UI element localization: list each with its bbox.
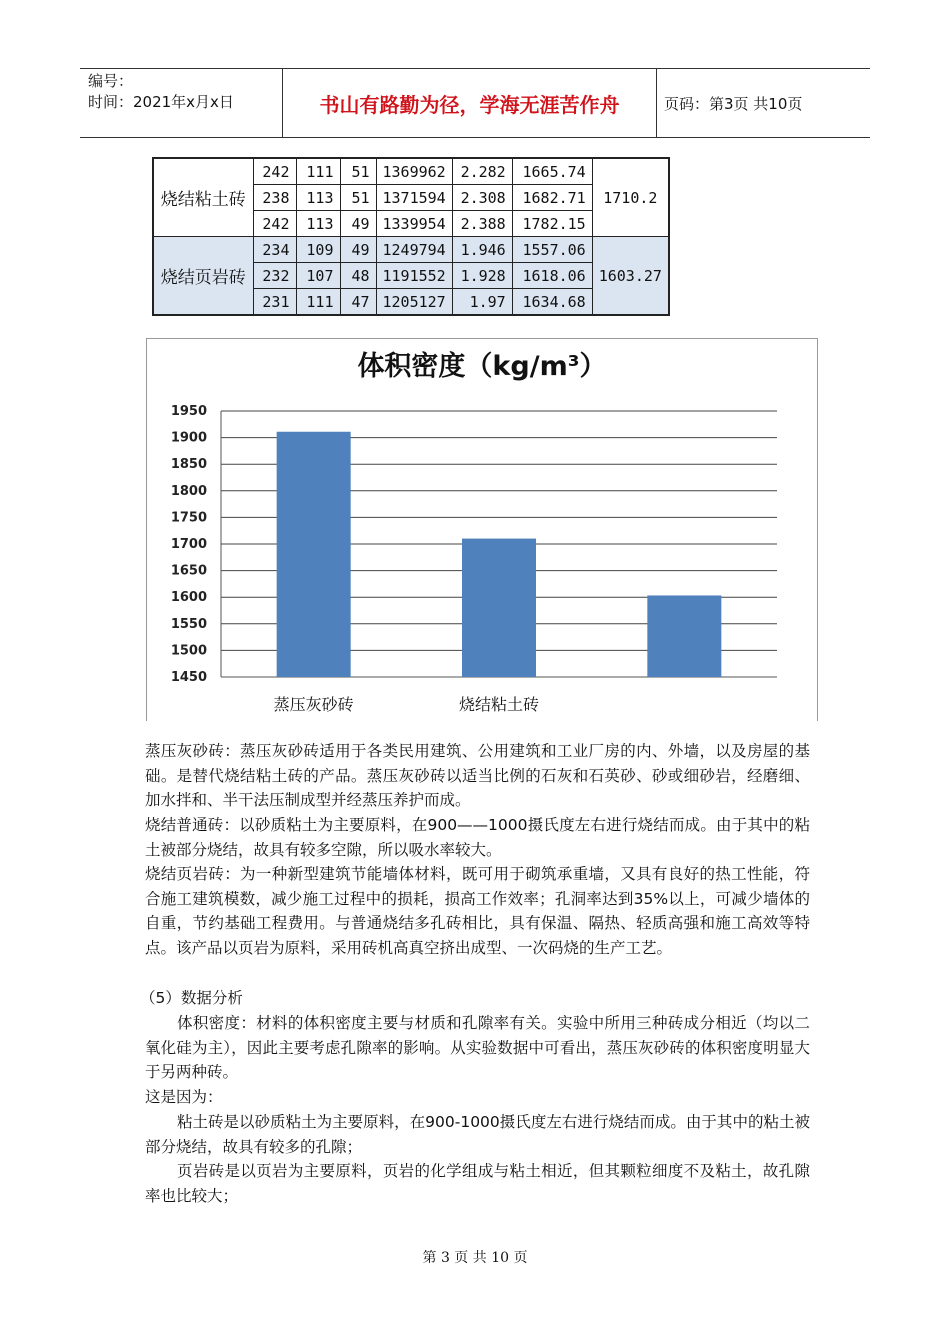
table-cell: 1682.71 — [512, 185, 592, 211]
table-cell: 1618.06 — [512, 263, 592, 289]
density-chart-svg — [147, 339, 817, 721]
table-cell: 47 — [340, 289, 376, 316]
table-row — [153, 158, 669, 185]
table-cell: 238 — [253, 185, 296, 211]
y-tick-label: 1800 — [170, 483, 207, 499]
y-tick-label: 1600 — [170, 590, 207, 606]
header-meta — [88, 71, 278, 113]
y-tick-label: 1750 — [170, 510, 207, 526]
paragraph-shale-brick-reason: 页岩砖是以页岩为主要原料，页岩的化学组成与粘土相近，但其颗粒细度不及粘土，故孔隙率也比较大； — [145, 1162, 810, 1205]
bar — [277, 432, 351, 677]
y-tick-label: 1650 — [170, 563, 207, 579]
paragraph-reason-intro: 这是因为： — [145, 1088, 223, 1106]
table-cell: 1665.74 — [512, 158, 592, 185]
table-cell: 51 — [340, 158, 376, 185]
table-cell: 1191552 — [376, 263, 452, 289]
table-cell: 231 — [253, 289, 296, 316]
table-cell: 1.97 — [452, 289, 512, 316]
paragraph-sand-lime-brick: 蒸压灰砂砖：蒸压灰砂砖适用于各类民用建筑、公用建筑和工业厂房的内、外墙，以及房屋的基础。是替代烧结粘土砖的产品。蒸压灰砂砖以适当比例的石灰和石英砂、砂或细砂岩，经磨细、加水拌和、半干法压制成型并经蒸压养护而成。 — [145, 742, 810, 809]
table-cell: 1369962 — [376, 158, 452, 185]
y-tick-label: 1900 — [170, 430, 207, 446]
table-cell: 234 — [253, 237, 296, 263]
y-tick-label: 1950 — [170, 404, 207, 419]
table-cell: 1205127 — [376, 289, 452, 316]
table-cell: 48 — [340, 263, 376, 289]
header-motto: 书山有路勤为径，学海无涯苦作舟 — [319, 92, 620, 117]
table-cell: 242 — [253, 211, 296, 237]
table-row — [153, 237, 669, 263]
y-tick-label: 1450 — [170, 670, 207, 685]
paragraph-density-analysis: 体积密度：材料的体积密度主要与材质和孔隙率有关。实验中所用三种砖成分相近（均以二氧化硅为主），因此主要考虑孔隙率的影响。从实验数据中可看出，蒸压灰砂砖的体积密度明显大于另两种砖。 — [145, 1014, 810, 1081]
table-cell: 51 — [340, 185, 376, 211]
section-heading: （5）数据分析 — [140, 989, 243, 1007]
table-cell: 107 — [296, 263, 340, 289]
group-name-cell: 烧结粘土砖 — [153, 158, 253, 237]
bar — [462, 539, 536, 677]
table-cell: 2.388 — [452, 211, 512, 237]
table-cell: 1782.15 — [512, 211, 592, 237]
table-cell: 1.946 — [452, 237, 512, 263]
table-cell: 232 — [253, 263, 296, 289]
table-cell: 111 — [296, 158, 340, 185]
table-cell: 1339954 — [376, 211, 452, 237]
page-header — [80, 68, 870, 138]
table-cell: 242 — [253, 158, 296, 185]
table-cell: 2.282 — [452, 158, 512, 185]
group-name-cell: 烧结页岩砖 — [153, 237, 253, 316]
table-cell: 111 — [296, 289, 340, 316]
table-cell: 1634.68 — [512, 289, 592, 316]
paragraph-fired-shale-brick: 烧结页岩砖：为一种新型建筑节能墙体材料，既可用于砌筑承重墙，又具有良好的热工性能，符合施工建筑模数，减少施工过程中的损耗，损高工作效率；孔洞率达到35%以上，可减少墙体的自重，节约基础工程费用。与普通烧结多孔砖相比，具有保温、隔热、轻质高强和施工高效等特点。该产品以页岩为原料，采用砖机高真空挤出成型、一次码烧的生产工艺。 — [145, 865, 810, 957]
table-cell: 1.928 — [452, 263, 512, 289]
document-number-label: 编号： — [88, 72, 134, 90]
brick-data-table — [152, 157, 670, 316]
chart-title: 体积密度（kg/m³） — [357, 351, 607, 382]
table-cell: 49 — [340, 211, 376, 237]
table-cell: 1249794 — [376, 237, 452, 263]
x-category-label: 蒸压灰砂砖 — [273, 695, 354, 714]
chart-bars — [277, 432, 722, 677]
chart-y-ticks — [171, 404, 207, 685]
x-category-label: 烧结粘土砖 — [458, 695, 540, 714]
table-cell: 1557.06 — [512, 237, 592, 263]
document-time-label: 时间：2021年x月x日 — [88, 93, 234, 111]
y-tick-label: 1500 — [170, 643, 207, 659]
density-chart — [146, 338, 818, 721]
table-cell: 2.308 — [452, 185, 512, 211]
table-cell: 1371594 — [376, 185, 452, 211]
paragraph-fired-ordinary-brick: 烧结普通砖：以砂质粘土为主要原料，在900——1000摄氏度左右进行烧结而成。由于其中的粘土被部分烧结，故具有较多空隙，所以吸水率较大。 — [145, 816, 810, 859]
y-tick-label: 1700 — [170, 537, 207, 552]
average-cell: 1603.27 — [592, 237, 669, 316]
header-page-info: 页码：第3页 共10页 — [664, 94, 803, 113]
chart-x-labels — [274, 695, 539, 714]
table-cell: 113 — [296, 211, 340, 237]
table-cell: 113 — [296, 185, 340, 211]
bar — [647, 595, 721, 677]
paragraph-clay-brick-reason: 粘土砖是以砂质粘土为主要原料，在900-1000摄氏度左右进行烧结而成。由于其中的粘土被部分烧结，故具有较多的孔隙； — [145, 1113, 810, 1156]
table-cell: 49 — [340, 237, 376, 263]
y-tick-label: 1550 — [170, 616, 207, 632]
average-cell: 1710.2 — [592, 158, 669, 237]
y-tick-label: 1850 — [170, 457, 207, 473]
header-divider — [656, 69, 657, 137]
table-cell: 109 — [296, 237, 340, 263]
page-footer: 第 3 页 共 10 页 — [422, 1250, 528, 1266]
